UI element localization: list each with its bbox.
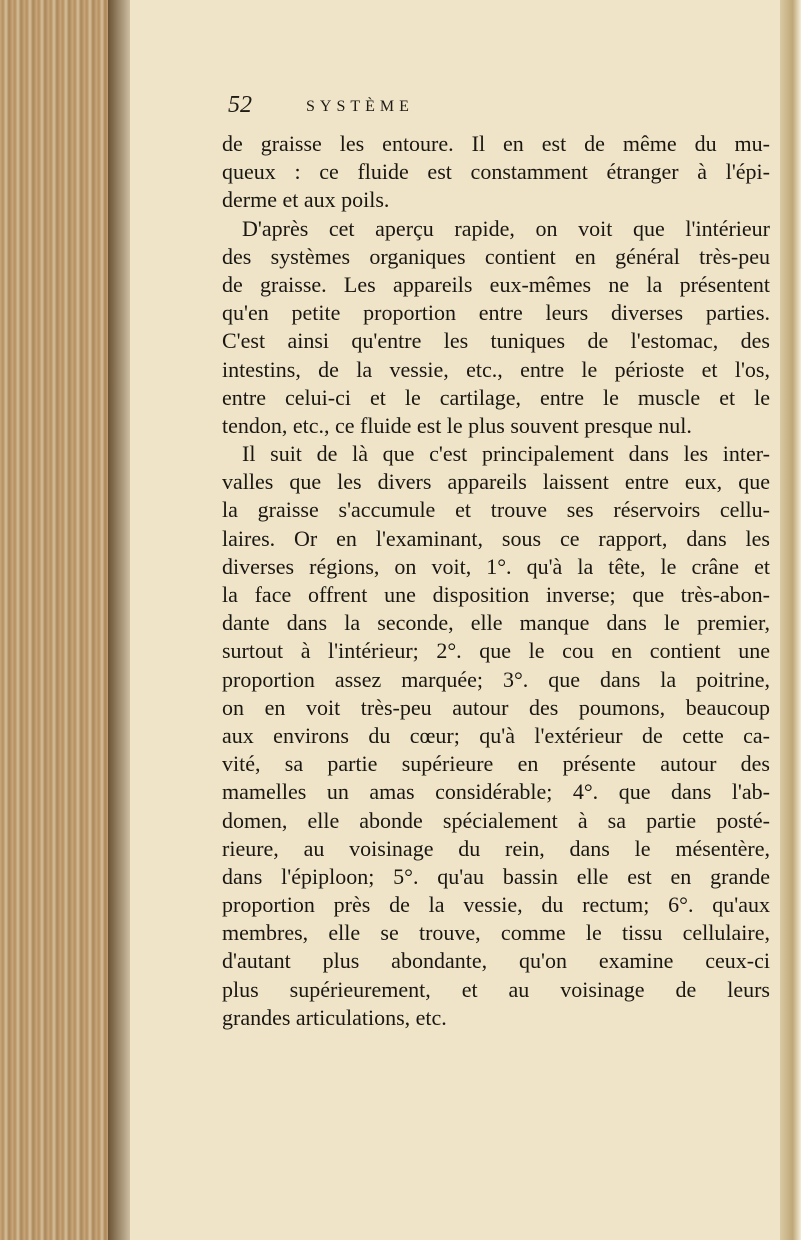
page-header bbox=[228, 92, 648, 128]
book-binding bbox=[0, 0, 120, 1240]
text-line: C'est ainsi qu'entre les tuniques de l'estomac, des bbox=[222, 328, 770, 354]
text-line: la graisse s'accumule et trouve ses réservoirs cellu- bbox=[222, 497, 770, 523]
text-line: on en voit très-peu autour des poumons, beaucoup bbox=[222, 694, 770, 720]
text-line: entre celui-ci et le cartilage, entre le muscle et le bbox=[222, 384, 770, 410]
text-line: de graisse. Les appareils eux-mêmes ne la présentent bbox=[222, 271, 770, 297]
text-line: queux : ce fluide est constamment étranger à l'épi- bbox=[222, 159, 770, 185]
text-line: intestins, de la vessie, etc., entre le périoste et l'os, bbox=[222, 356, 770, 382]
text-line: proportion assez marquée; 3°. que dans la poitrine, bbox=[222, 666, 770, 692]
text-line: rieure, au voisinage du rein, dans le mésentère, bbox=[222, 835, 770, 861]
text-line: des systèmes organiques contient en général très-peu bbox=[222, 243, 770, 269]
text-line: la face offrent une disposition inverse; que très-abon- bbox=[222, 582, 770, 607]
text-line: surtout à l'intérieur; 2°. que le cou en contient une bbox=[222, 638, 770, 664]
text-line: laires. Or en l'examinant, sous ce rapport, dans les bbox=[222, 525, 770, 551]
text-line: proportion près de la vessie, du rectum; 6°. qu'aux bbox=[222, 892, 770, 918]
text-line: tendon, etc., ce fluide est le plus souvent presque nul. bbox=[222, 412, 692, 438]
text-line: D'après cet aperçu rapide, on voit que l'intérieur bbox=[242, 215, 770, 241]
text-line: valles que les divers appareils laissent entre eux, que bbox=[222, 469, 770, 495]
body-text bbox=[222, 130, 770, 1032]
text-line: d'autant plus abondante, qu'on examine ceux-ci bbox=[222, 948, 770, 974]
text-line: Il suit de là que c'est principalement dans les inter- bbox=[242, 441, 770, 467]
page-number: 52 bbox=[228, 92, 252, 118]
text-line: plus supérieurement, et au voisinage de leurs bbox=[222, 976, 770, 1002]
text-line: grandes articulations, etc. bbox=[222, 1004, 447, 1030]
text-line: vité, sa partie supérieure en présente autour des bbox=[222, 751, 770, 777]
text-line: de graisse les entoure. Il en est de même du mu- bbox=[222, 131, 770, 156]
text-line: dante dans la seconde, elle manque dans le premier, bbox=[222, 610, 770, 636]
text-line: aux environs du cœur; qu'à l'extérieur de cette ca- bbox=[222, 722, 770, 748]
text-line: derme et aux poils. bbox=[222, 187, 390, 213]
text-line: membres, elle se trouve, comme le tissu cellulaire, bbox=[222, 920, 770, 946]
text-line: mamelles un amas considérable; 4°. que dans l'ab- bbox=[222, 779, 770, 805]
page-edge bbox=[780, 0, 801, 1240]
text-line: domen, elle abonde spécialement à sa partie posté- bbox=[222, 807, 770, 833]
text-line: diverses régions, on voit, 1°. qu'à la tête, le crâne et bbox=[222, 553, 770, 579]
text-line: dans l'épiploon; 5°. qu'au bassin elle est en grande bbox=[222, 863, 770, 889]
running-head: SYSTÈME bbox=[306, 98, 414, 115]
text-line: qu'en petite proportion entre leurs diverses parties. bbox=[222, 300, 770, 326]
